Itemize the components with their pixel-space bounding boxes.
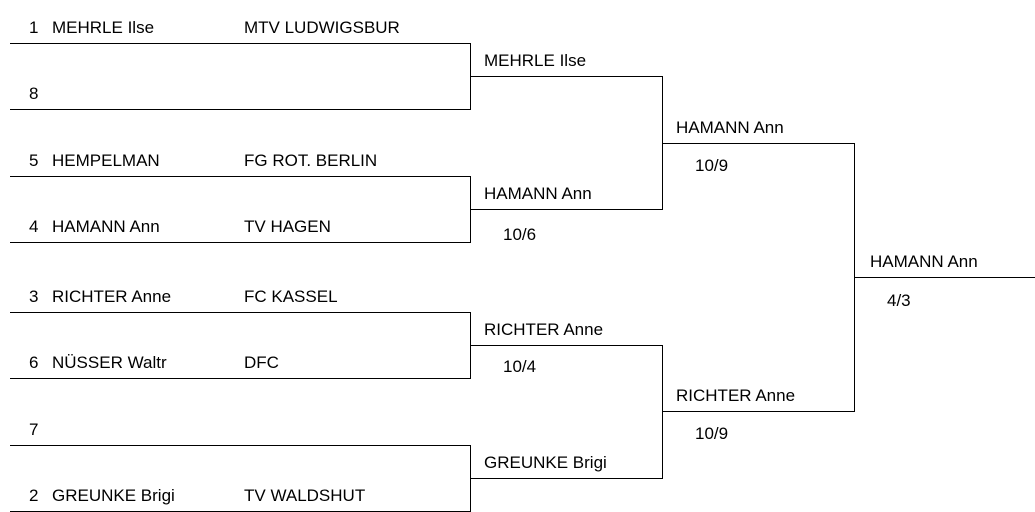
match-winner: RICHTER Anne xyxy=(484,320,604,339)
club-name: TV WALDSHUT xyxy=(244,486,366,505)
club-name: DFC xyxy=(244,353,279,372)
round3-lines xyxy=(662,143,855,412)
entry-slot-4 xyxy=(29,217,331,236)
player-name: NÜSSER Waltr xyxy=(52,353,167,372)
club-name: FG ROT. BERLIN xyxy=(244,151,378,170)
match-score: 10/9 xyxy=(695,424,729,443)
club-name: MTV LUDWIGSBUR xyxy=(244,18,400,37)
player-name: MEHRLE Ilse xyxy=(52,18,155,37)
entry-slot-8 xyxy=(29,486,365,505)
match-winner: HAMANN Ann xyxy=(676,118,784,137)
entry-slot-1 xyxy=(29,18,400,37)
entry-slot-3 xyxy=(29,151,377,170)
club-name: FC KASSEL xyxy=(244,287,338,306)
match-score: 10/4 xyxy=(503,357,537,376)
club-name: TV HAGEN xyxy=(244,217,331,236)
seed-number: 1 xyxy=(29,18,39,37)
round2-lines xyxy=(470,76,663,479)
match-score: 10/9 xyxy=(695,156,729,175)
seed-number: 7 xyxy=(29,420,39,439)
round1-lines xyxy=(10,43,471,512)
player-name: RICHTER Anne xyxy=(52,287,172,306)
seed-number: 2 xyxy=(29,486,39,505)
player-name: HEMPELMAN xyxy=(52,151,160,170)
round2-results xyxy=(484,51,607,472)
match-score: 10/6 xyxy=(503,225,537,244)
seed-number: 3 xyxy=(29,287,39,306)
champion-name: HAMANN Ann xyxy=(870,252,978,271)
match-winner: MEHRLE Ilse xyxy=(484,51,587,70)
seed-number: 5 xyxy=(29,151,39,170)
match-winner: RICHTER Anne xyxy=(676,386,796,405)
seed-number: 8 xyxy=(29,84,39,103)
final-score: 4/3 xyxy=(887,291,911,310)
entry-slot-6 xyxy=(29,353,279,372)
final-result xyxy=(870,252,978,310)
round1-entries xyxy=(29,18,400,505)
seed-number: 6 xyxy=(29,353,39,372)
round3-results xyxy=(676,118,795,443)
entry-slot-5 xyxy=(29,287,338,306)
match-winner: HAMANN Ann xyxy=(484,184,592,203)
player-name: GREUNKE Brigi xyxy=(52,486,175,505)
seed-number: 4 xyxy=(29,217,39,236)
match-winner: GREUNKE Brigi xyxy=(484,453,607,472)
player-name: HAMANN Ann xyxy=(52,217,160,236)
entry-slot-2 xyxy=(29,84,38,103)
entry-slot-7 xyxy=(29,420,38,439)
